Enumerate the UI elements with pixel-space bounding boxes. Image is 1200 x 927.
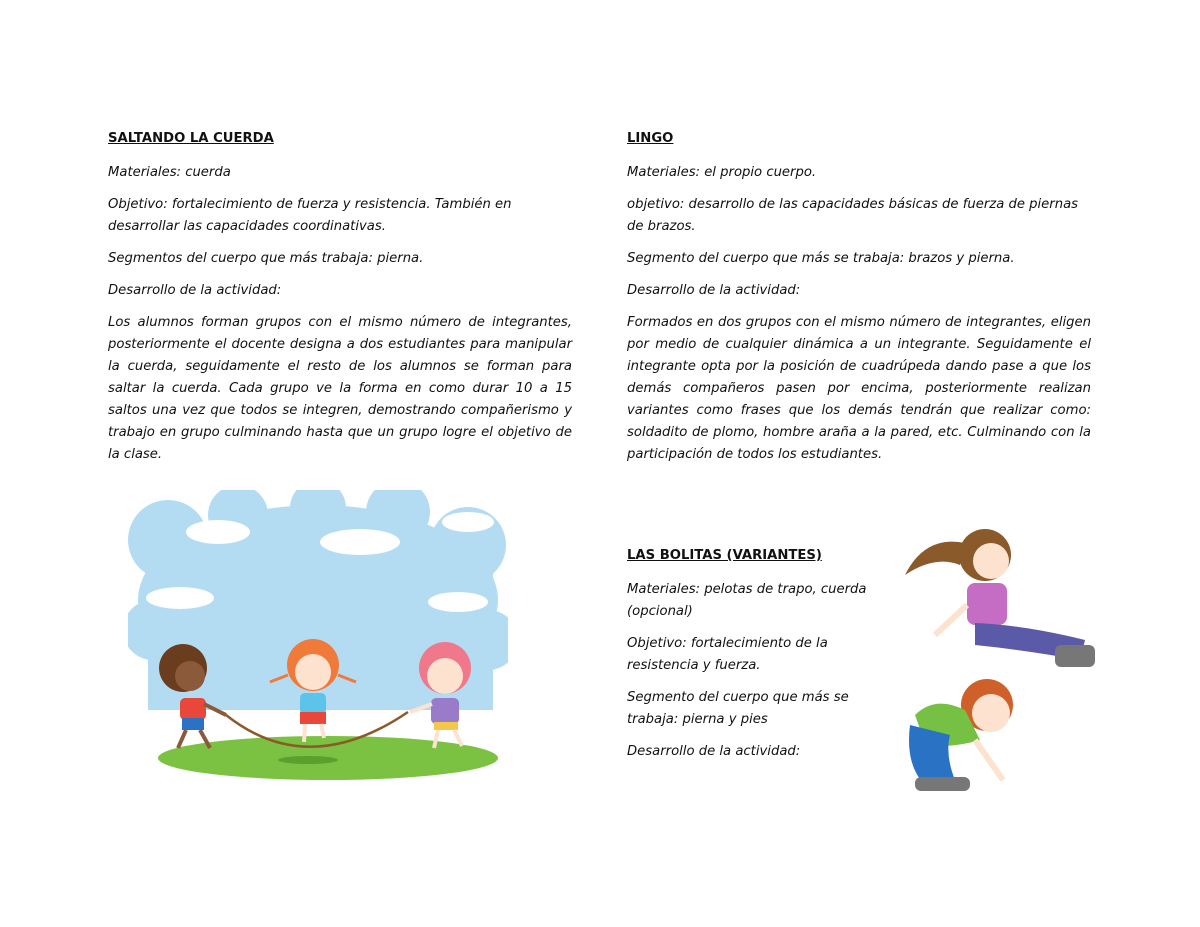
objective-text: objetivo: desarrollo de las capacidades básicas de fuerza de piernas de brazos. <box>627 197 1079 234</box>
jump-rope-illustration <box>128 490 508 785</box>
jumping-girl <box>905 529 1095 667</box>
development-label: Desarrollo de la actividad: <box>627 283 801 298</box>
development-text: Formados en dos grupos con el mismo número de integrantes, eligen por medio de cualquier dinámica a un integrante. Seguidamente el integrante opta por la posición de cuadrúpeda dando pase a que los demás compañeros pasen por encima, posteriormente realizan variantes como frases que los demás tendrán que realizar como: soldadito de plomo, hombre araña a la pared, etc. Culminando con la participación de todos los estudiantes. <box>627 315 1091 462</box>
materials-text: Materiales: cuerda <box>108 165 231 180</box>
objective-text: Objetivo: fortalecimiento de la resistencia y fuerza. <box>627 636 828 673</box>
section-title: LAS BOLITAS (VARIANTES) <box>627 548 822 563</box>
section-title: SALTANDO LA CUERDA <box>108 131 274 146</box>
materials-text: Materiales: el propio cuerpo. <box>627 165 817 180</box>
leapfrog-illustration <box>905 515 1110 800</box>
objective-text: Objetivo: fortalecimiento de fuerza y resistencia. También en desarrollar las capacidades coordinativas. <box>108 197 512 234</box>
segments-text: Segmentos del cuerpo que más trabaja: pierna. <box>108 251 424 266</box>
section-lingo <box>627 128 1091 476</box>
materials-text: Materiales: pelotas de trapo, cuerda (opcional) <box>627 582 867 619</box>
segments-text: Segmento del cuerpo que más se trabaja: pierna y pies <box>627 690 849 727</box>
section-title: LINGO <box>627 131 674 146</box>
section-saltando-la-cuerda <box>108 128 572 476</box>
development-label: Desarrollo de la actividad: <box>108 283 282 298</box>
development-text: Los alumnos forman grupos con el mismo número de integrantes, posteriormente el docente designa a dos estudiantes para manipular la cuerda, seguidamente el resto de los alumnos se forman para saltar la cuerda. Cada grupo ve la forma en como durar 10 a 15 saltos una vez que todos se integren, demostrando compañerismo y trabajo en grupo culminando hasta que un grupo logre el objetivo de la clase. <box>108 315 572 462</box>
section-las-bolitas <box>627 545 887 773</box>
segments-text: Segmento del cuerpo que más se trabaja: brazos y pierna. <box>627 251 1015 266</box>
development-label: Desarrollo de la actividad: <box>627 744 801 759</box>
crouching-boy <box>909 679 1013 791</box>
